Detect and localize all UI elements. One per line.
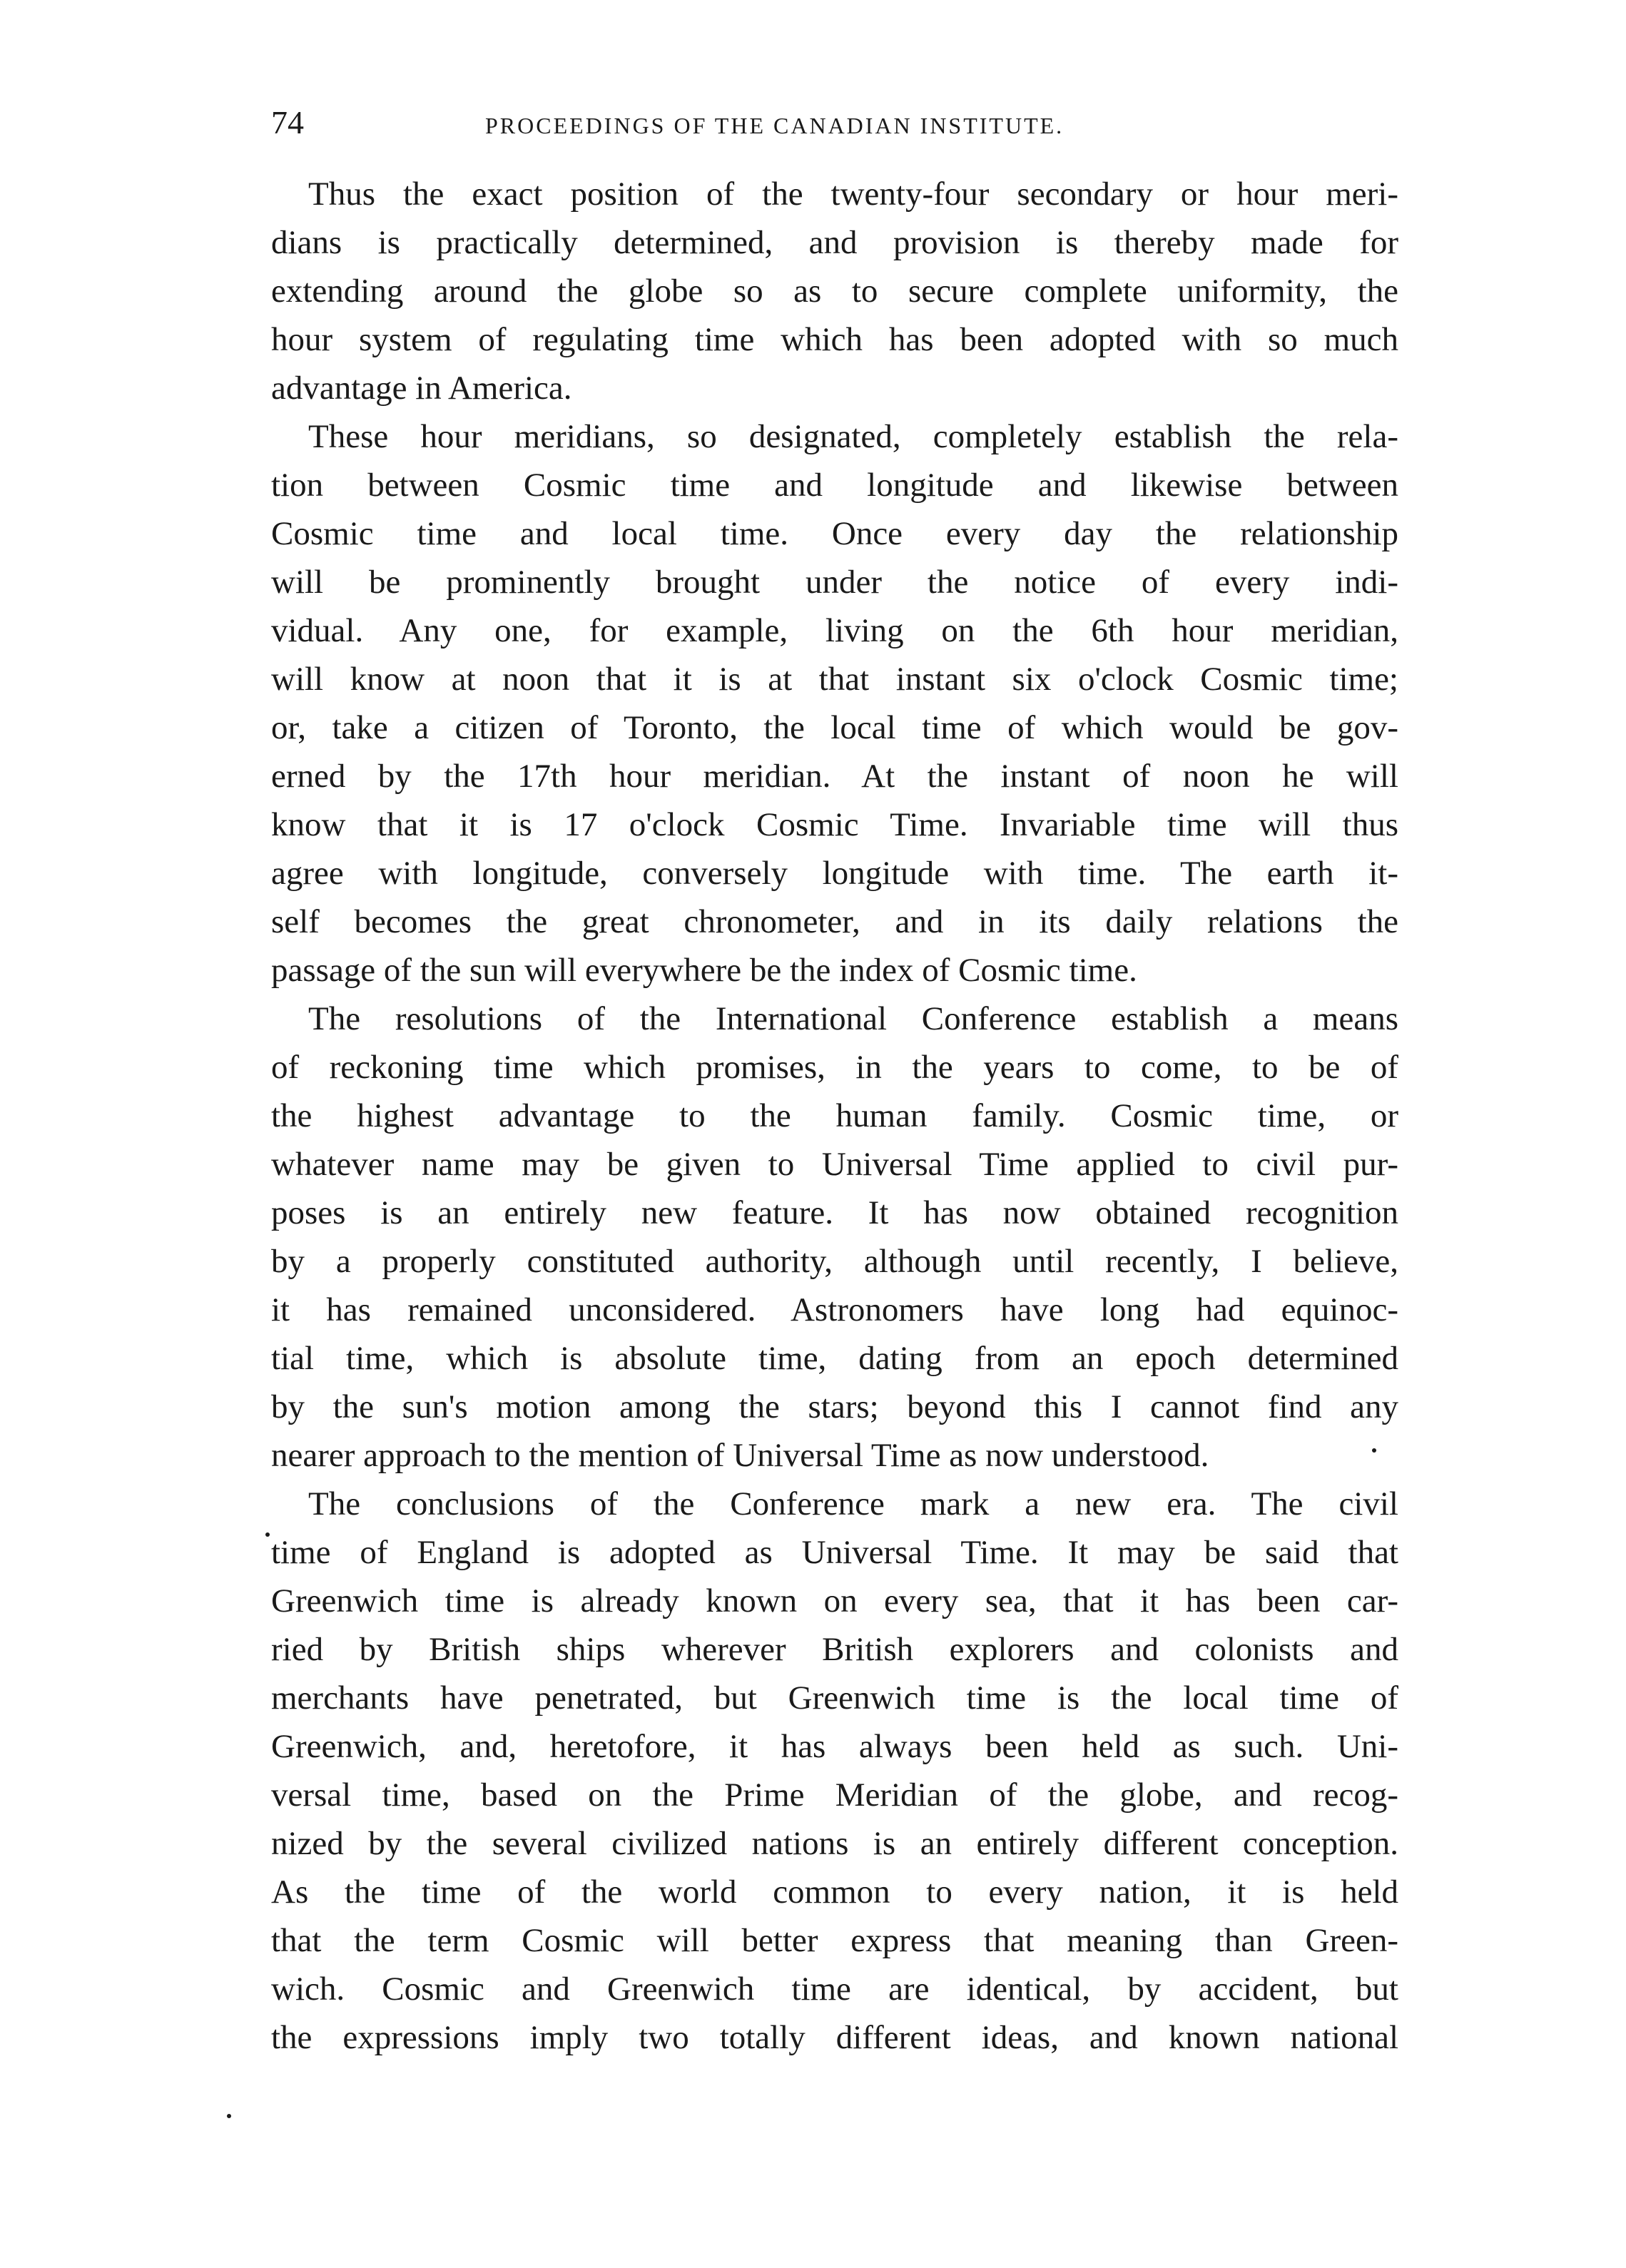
text-line: Greenwich, and, heretofore, it has always been held as such. Uni-: [271, 1728, 1398, 1765]
text-line: by a properly constituted authority, although until recently, I believe,: [271, 1243, 1398, 1280]
text-line: of reckoning time which promises, in the years to come, to be of: [271, 1049, 1398, 1086]
text-line: wich. Cosmic and Greenwich time are identical, by accident, but: [271, 1970, 1398, 2008]
stray-ink-mark: [227, 2114, 231, 2118]
text-line: advantage in America.: [271, 370, 572, 407]
running-title: PROCEEDINGS OF THE CANADIAN INSTITUTE.: [485, 113, 1064, 138]
text-line: know that it is 17 o'clock Cosmic Time. Invariable time will thus: [271, 806, 1398, 843]
text-line: These hour meridians, so designated, completely establish the rela-: [308, 418, 1398, 455]
stray-ink-mark: [1372, 1448, 1376, 1453]
text-line: agree with longitude, conversely longitude with time. The earth it-: [271, 855, 1398, 892]
text-line: ried by British ships wherever British explorers and colonists and: [271, 1631, 1398, 1668]
page-number: 74: [271, 104, 304, 141]
text-line: The conclusions of the Conference mark a new era. The civil: [308, 1485, 1398, 1522]
text-line: extending around the globe so as to secure complete uniformity, the: [271, 273, 1398, 310]
text-line: tion between Cosmic time and longitude and likewise between: [271, 467, 1398, 504]
text-line: erned by the 17th hour meridian. At the instant of noon he will: [271, 758, 1398, 795]
text-line: the highest advantage to the human family. Cosmic time, or: [271, 1097, 1398, 1134]
text-line: As the time of the world common to every nation, it is held: [271, 1873, 1398, 1911]
text-line: will be prominently brought under the notice of every indi-: [271, 564, 1398, 601]
text-line: The resolutions of the International Conference establish a means: [308, 1000, 1398, 1037]
text-line: Cosmic time and local time. Once every day the relationship: [271, 515, 1398, 552]
running-head: [271, 101, 1398, 144]
text-line: poses is an entirely new feature. It has now obtained recognition: [271, 1194, 1398, 1231]
text-line: self becomes the great chronometer, and in its daily relations the: [271, 903, 1398, 940]
text-line: it has remained unconsidered. Astronomers have long had equinoc-: [271, 1291, 1398, 1328]
text-line: merchants have penetrated, but Greenwich time is the local time of: [271, 1679, 1398, 1717]
text-line: that the term Cosmic will better express that meaning than Green-: [271, 1922, 1398, 1959]
text-line: whatever name may be given to Universal Time applied to civil pur-: [271, 1146, 1398, 1183]
text-line: Greenwich time is already known on every sea, that it has been car-: [271, 1582, 1398, 1619]
text-line: tial time, which is absolute time, dating from an epoch determined: [271, 1340, 1398, 1377]
text-line: versal time, based on the Prime Meridian of the globe, and recog-: [271, 1776, 1398, 1814]
text-line: nearer approach to the mention of Universal Time as now understood.: [271, 1437, 1209, 1474]
text-line: will know at noon that it is at that instant six o'clock Cosmic time;: [271, 661, 1398, 698]
text-line: dians is practically determined, and provision is thereby made for: [271, 224, 1398, 261]
text-line: by the sun's motion among the stars; beyond this I cannot find any: [271, 1388, 1398, 1425]
text-line: time of England is adopted as Universal Time. It may be said that: [271, 1534, 1398, 1571]
body-text: [271, 170, 1398, 2062]
text-line: passage of the sun will everywhere be the index of Cosmic time.: [271, 952, 1137, 989]
text-line: nized by the several civilized nations is an entirely different conception.: [271, 1825, 1398, 1862]
text-line: or, take a citizen of Toronto, the local time of which would be gov-: [271, 709, 1398, 746]
stray-ink-mark: [265, 1532, 270, 1537]
text-line: vidual. Any one, for example, living on the 6th hour meridian,: [271, 612, 1398, 649]
text-line: hour system of regulating time which has been adopted with so much: [271, 321, 1398, 358]
text-line: the expressions imply two totally different ideas, and known national: [271, 2019, 1398, 2056]
text-line: Thus the exact position of the twenty-four secondary or hour meri-: [308, 176, 1398, 213]
